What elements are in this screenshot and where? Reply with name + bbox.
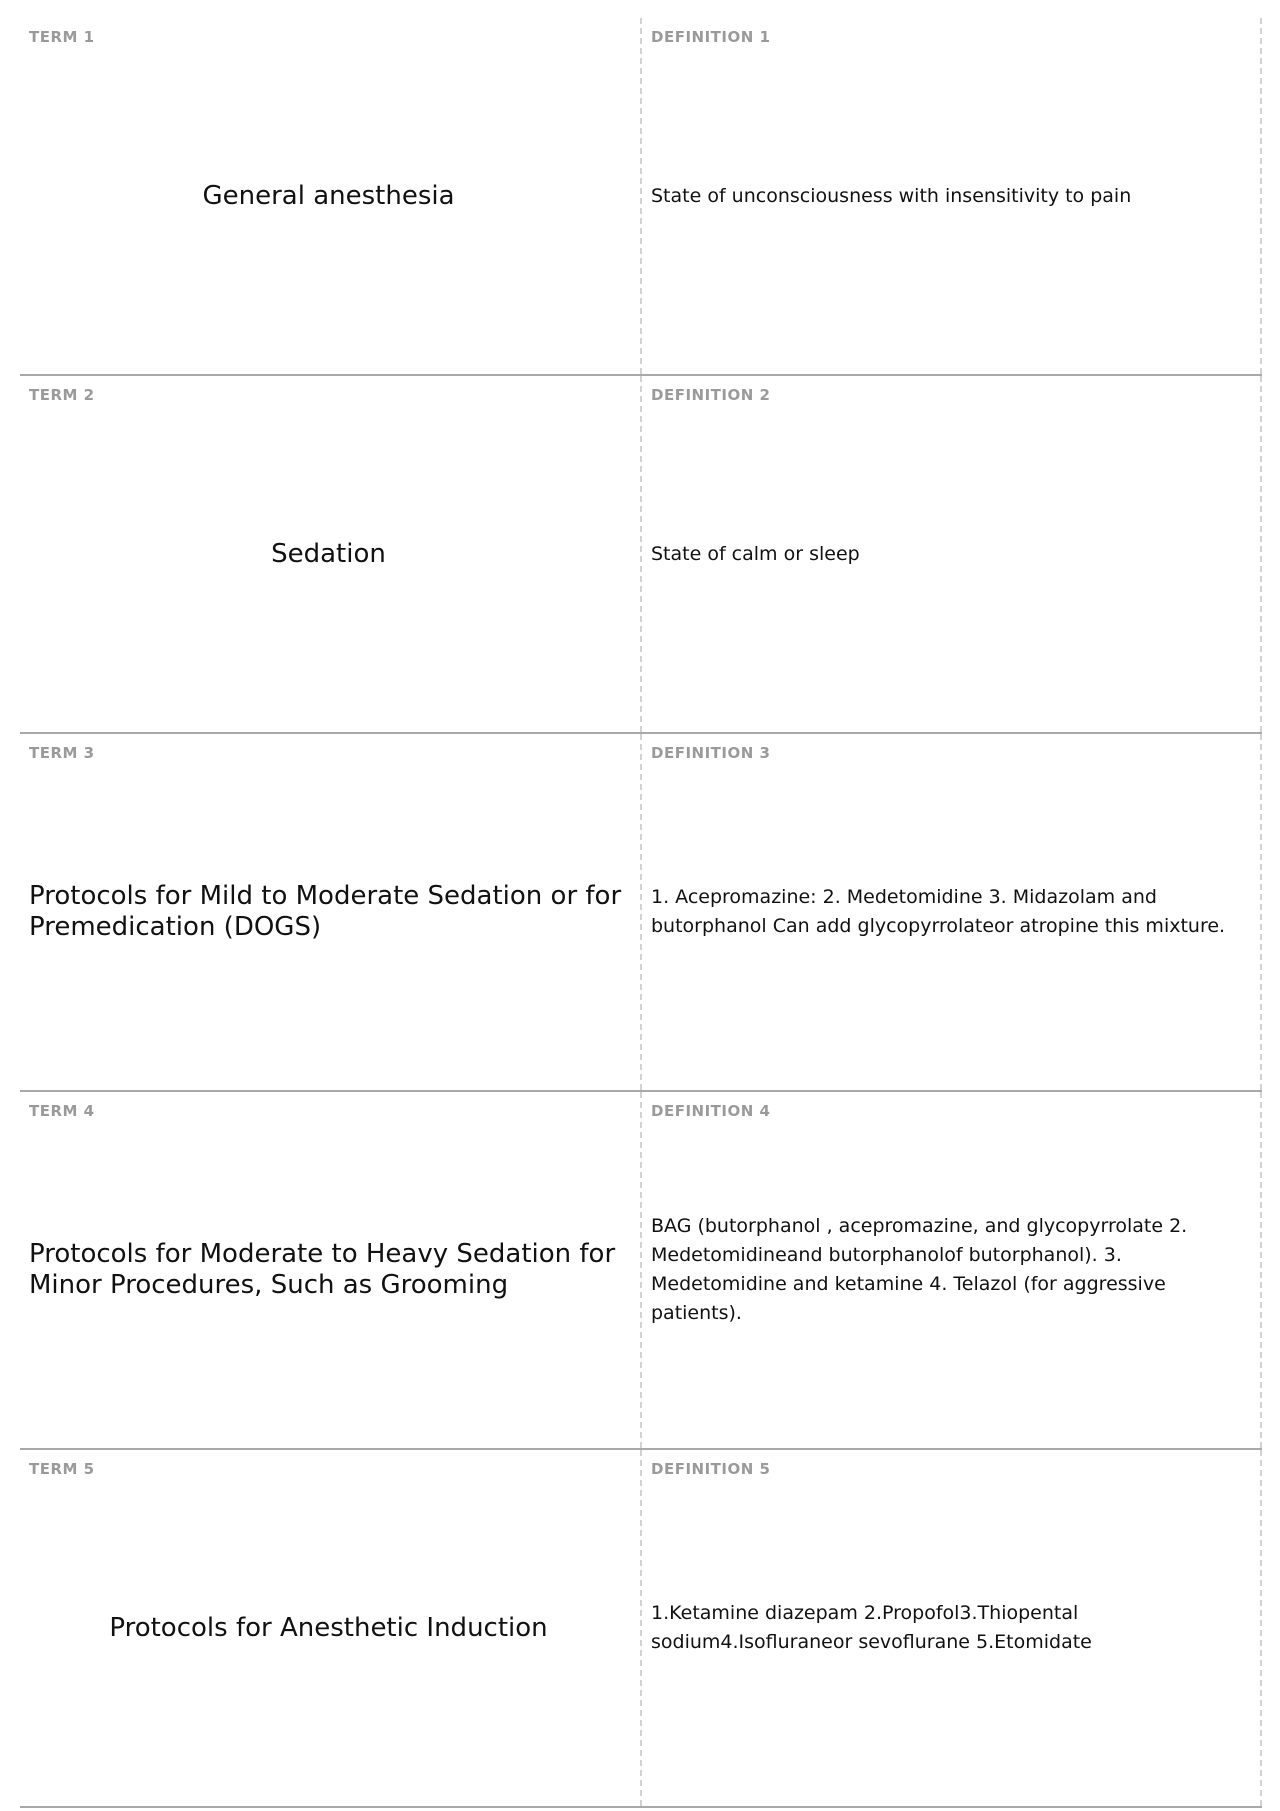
definition-cell-1 <box>642 18 1262 374</box>
card-row-1 <box>20 18 1262 376</box>
definition-text-2: State of calm or sleep <box>651 542 860 565</box>
definition-text-5: 1.Ketamine diazepam 2.Propofol3.Thiopental sodium4.Isofluraneor sevoflurane 5.Etomidate <box>651 1602 1092 1653</box>
term-text-3: Protocols for Mild to Moderate Sedation or for Premedication (DOGS) <box>29 881 622 942</box>
term-text-2: Sedation <box>271 538 386 569</box>
definition-text-3: 1. Acepromazine: 2. Medetomidine 3. Midazolam and butorphanol Can add glycopyrrolateor atropine this mixture. <box>651 886 1226 937</box>
term-label-3: TERM 3 <box>29 744 95 762</box>
term-label-4: TERM 4 <box>29 1102 95 1120</box>
term-text-5: Protocols for Anesthetic Induction <box>109 1612 548 1643</box>
term-cell-5 <box>20 1450 642 1806</box>
term-label-2: TERM 2 <box>29 386 95 404</box>
card-row-5 <box>20 1450 1262 1808</box>
term-cell-3 <box>20 734 642 1090</box>
definition-text-1: State of unconsciousness with insensitivity to pain <box>651 184 1132 207</box>
definition-label-4: DEFINITION 4 <box>651 1102 771 1120</box>
definition-cell-4 <box>642 1092 1262 1448</box>
term-text-1: General anesthesia <box>202 180 455 211</box>
card-row-3 <box>20 734 1262 1092</box>
term-cell-2 <box>20 376 642 732</box>
definition-cell-3 <box>642 734 1262 1090</box>
definition-label-1: DEFINITION 1 <box>651 28 771 46</box>
card-row-2 <box>20 376 1262 734</box>
term-label-1: TERM 1 <box>29 28 95 46</box>
term-cell-4 <box>20 1092 642 1448</box>
definition-cell-5 <box>642 1450 1262 1806</box>
flashcard-sheet <box>20 18 1262 1808</box>
definition-label-2: DEFINITION 2 <box>651 386 771 404</box>
term-text-4: Protocols for Moderate to Heavy Sedation for Minor Procedures, Such as Grooming <box>29 1239 616 1300</box>
definition-cell-2 <box>642 376 1262 732</box>
term-label-5: TERM 5 <box>29 1460 95 1478</box>
definition-label-5: DEFINITION 5 <box>651 1460 771 1478</box>
definition-text-4: BAG (butorphanol , acepromazine, and glycopyrrolate 2. Medetomidineand butorphanolof butorphanol). 3. Medetomidine and ketamine 4. Telazol (for aggressive patients). <box>651 1215 1188 1324</box>
definition-label-3: DEFINITION 3 <box>651 744 771 762</box>
card-row-4 <box>20 1092 1262 1450</box>
term-cell-1 <box>20 18 642 374</box>
